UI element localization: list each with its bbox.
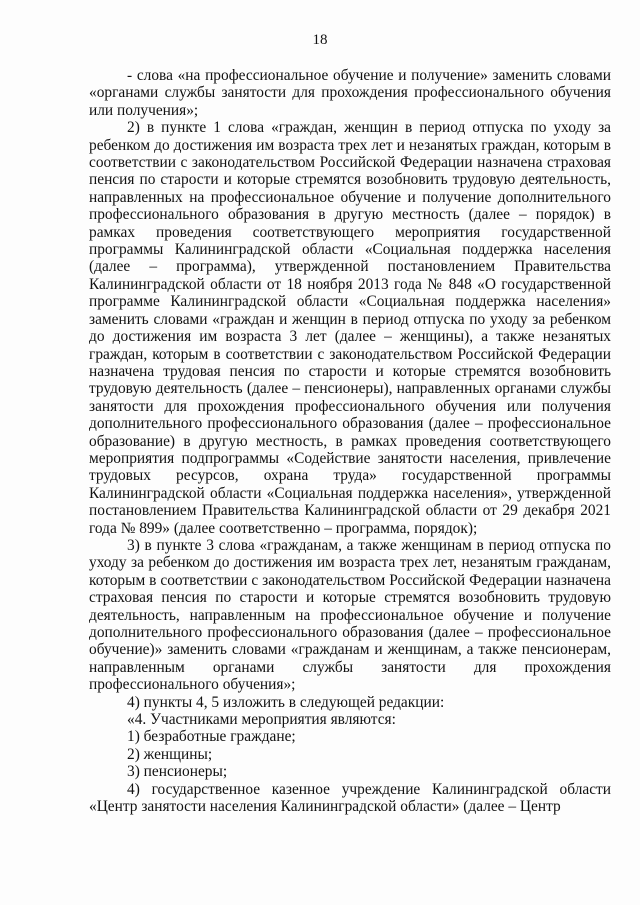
list-item-pensioners: 3) пенсионеры;: [127, 763, 228, 781]
page-number: 18: [312, 32, 328, 48]
document-body: [89, 67, 611, 815]
list-item-unemployed: 1) безработные граждане;: [127, 728, 296, 746]
paragraph-replacement-words: - слова «на профессиональное обучение и получение» заменить словами «органами службы занятости для прохождения профессионального обучения или получения»;: [89, 67, 611, 119]
paragraph-item-2: 2) в пункте 1 слова «граждан, женщин в период отпуска по уходу за ребенком до достижения им возраста трех лет и незанятых граждан, которым в соответствии с законодательством Российской Федерации назначена страховая пенсия по старости и которые стремятся возобновить трудовую деятельность, направленных на профессиональное обучение и получение дополнительного профессионального образования в другую местность (далее – порядок) в рамках проведения соответствующего мероприятия государственной программы Калининградской области «Социальная поддержка населения (далее – программа), утвержденной постановлением Правительства Калининградской области от 18 ноября 2013 года № 848 «О государственной программе Калининградской области «Социальная поддержка населения» заменить словами «граждан и женщин в период отпуска по уходу за ребенком до достижения им возраста 3 лет (далее – женщины), а также незанятых граждан, которым в соответствии с законодательством Российской Федерации назначена трудовая пенсия по старости и которые стремятся возобновить трудовую деятельность (далее – пенсионеры), направленных органами службы занятости для прохождения профессионального обучения или получения дополнительного профессионального образования (далее – профессиональное образование) в другую местность, в рамках проведения соответствующего мероприятия подпрограммы «Содействие занятости населения, привлечение трудовых ресурсов, охрана труда» государственной программы Калининградской области «Социальная поддержка населения», утвержденной постановлением Правительства Калининградской области от 29 декабря 2021 года № 899» (далее соответственно – программа, порядок);: [89, 119, 611, 537]
paragraph-item-3: 3) в пункте 3 слова «гражданам, а также женщинам в период отпуска по уходу за ребенком до достижения им возраста трех лет, незанятым гражданам, которым в соответствии с законодательством Российской Федерации назначена страховая пенсия по старости и которые стремятся возобновить трудовую деятельность, направленным на профессиональное обучение и получение дополнительного профессионального образования (далее – профессиональное обучение)» заменить словами «гражданам и женщинам, а также пенсионерам, направленным органами службы занятости для прохождения профессионального обучения»;: [89, 536, 611, 694]
paragraph-participants-heading: «4. Участниками мероприятия являются:: [127, 711, 396, 729]
paragraph-item-4: 4) пункты 4, 5 изложить в следующей редакции:: [127, 693, 445, 711]
list-item-women: 2) женщины;: [127, 745, 213, 763]
list-item-employment-center: 4) государственное казенное учреждение Калининградской области «Центр занятости населения Калининградской области» (далее – Центр: [89, 780, 611, 816]
